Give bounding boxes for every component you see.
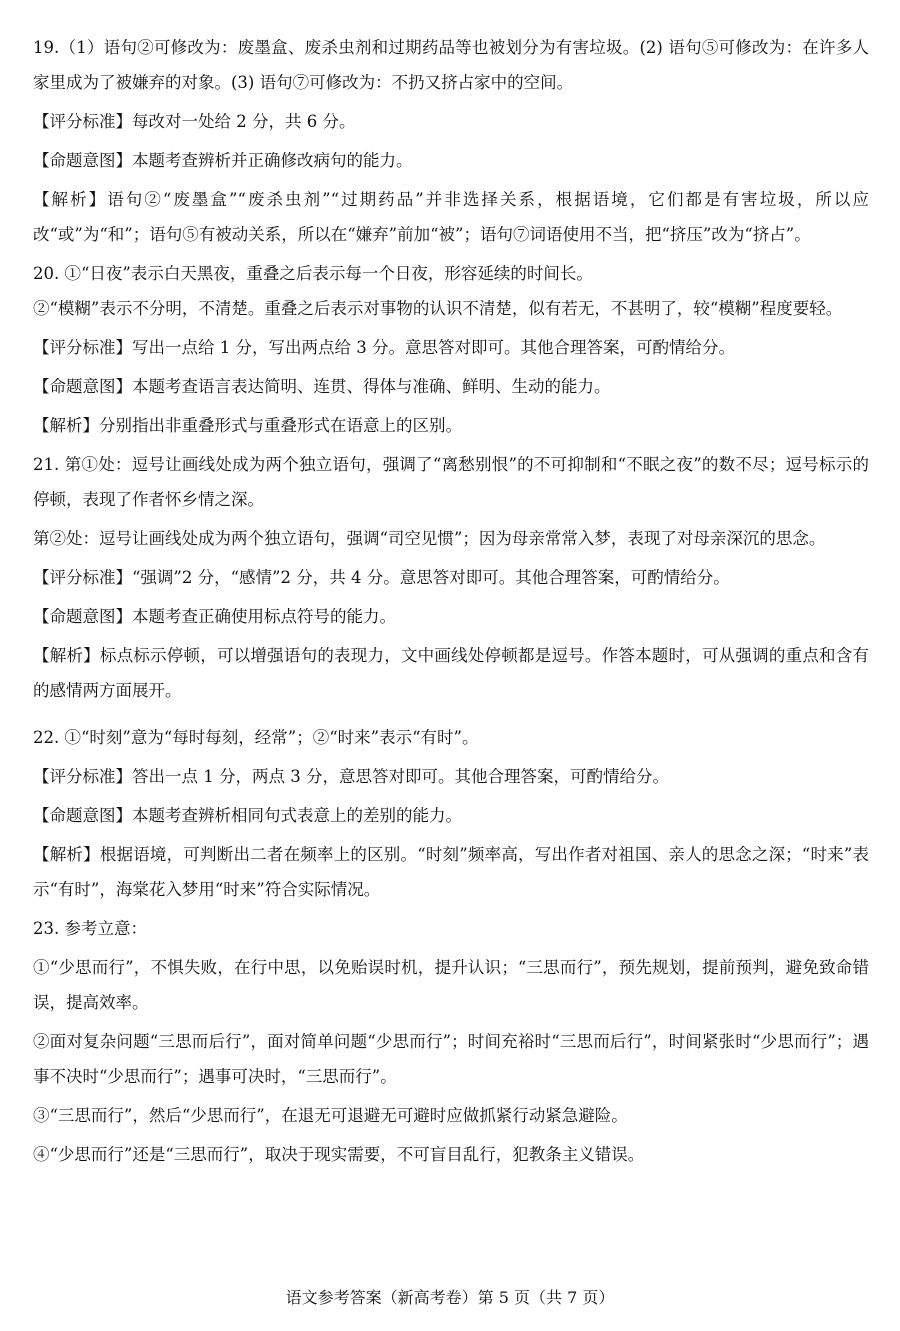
answer-page [33,30,869,1172]
q21-answer-2: 第②处：逗号让画线处成为两个独立语句，强调“司空见惯”；因为母亲常常入梦，表现了对母亲深沉的思念。 [33,529,826,548]
q19-scoring: 【评分标准】每改对一处给 2 分，共 6 分。 [33,112,356,131]
q19-answer: 19.（1）语句②可修改为：废墨盒、废杀虫剂和过期药品等也被划分为有害垃圾。(2) 语句⑤可修改为：在许多人家里成为了被嫌弃的对象。(3) 语句⑦可修改为：不扔又挤占家中的空间。 [33,38,869,92]
q22-scoring: 【评分标准】答出一点 1 分，两点 3 分，意思答对即可。其他合理答案，可酌情给分。 [33,767,669,786]
page-footer: 语文参考答案（新高考卷）第 5 页（共 7 页） [285,1288,615,1307]
q23-point-2: ②面对复杂问题“三思而后行”，面对简单问题“少思而行”；时间充裕时“三思而后行”，时间紧张时“少思而行”；遇事不决时“少思而行”；遇事可决时，“三思而行”。 [33,1032,869,1086]
q20-analysis: 【解析】分别指出非重叠形式与重叠形式在语意上的区别。 [33,416,462,435]
q22-intent: 【命题意图】本题考查辨析相同句式表意上的差别的能力。 [33,806,462,825]
q23-point-4: ④“少思而行”还是“三思而行”，取决于现实需要，不可盲目乱行，犯教条主义错误。 [33,1145,645,1164]
q22-analysis: 【解析】根据语境，可判断出二者在频率上的区别。“时刻”频率高，写出作者对祖国、亲人的思念之深；“时来”表示“有时”，海棠花入梦用“时来”符合实际情况。 [33,845,869,899]
q22-answer: 22. ①“时刻”意为“每时每刻，经常”；②“时来”表示“有时”。 [33,728,479,747]
q23-point-3: ③“三思而行”，然后“少思而行”，在退无可退避无可避时应做抓紧行动紧急避险。 [33,1106,628,1125]
q19-analysis: 【解析】语句②“废墨盒”“废杀虫剂”“过期药品”并非选择关系，根据语境，它们都是有害垃圾，所以应改“或”为“和”；语句⑤有被动关系，所以在“嫌弃”前加“被”；语句⑦词语使用不当，把“挤压”改为“挤占”。 [33,190,869,244]
q21-analysis: 【解析】标点标示停顿，可以增强语句的表现力，文中画线处停顿都是逗号。作答本题时，可从强调的重点和含有的感情两方面展开。 [33,646,869,700]
q21-scoring: 【评分标准】“强调”2 分，“感情”2 分，共 4 分。意思答对即可。其他合理答案，可酌情给分。 [33,568,730,587]
q23-heading: 23. 参考立意： [33,919,147,938]
q20-answer-1: 20. ①“日夜”表示白天黑夜，重叠之后表示每一个日夜，形容延续的时间长。 [33,264,593,283]
q20-scoring: 【评分标准】写出一点给 1 分，写出两点给 3 分。意思答对即可。其他合理答案，可酌情给分。 [33,338,735,357]
q21-answer-1: 21. 第①处：逗号让画线处成为两个独立语句，强调了“离愁别恨”的不可抑制和“不眠之夜”的数不尽；逗号标示的停顿，表现了作者怀乡情之深。 [33,455,869,509]
q19-intent: 【命题意图】本题考查辨析并正确修改病句的能力。 [33,151,413,170]
q20-answer-2: ②“模糊”表示不分明，不清楚。重叠之后表示对事物的认识不清楚，似有若无，不甚明了，较“模糊”程度要轻。 [33,299,843,318]
q20-intent: 【命题意图】本题考查语言表达简明、连贯、得体与准确、鲜明、生动的能力。 [33,377,611,396]
q21-intent: 【命题意图】本题考查正确使用标点符号的能力。 [33,607,396,626]
q23-point-1: ①“少思而行”，不惧失败，在行中思，以免贻误时机，提升认识；“三思而行”，预先规划，提前预判，避免致命错误，提高效率。 [33,958,869,1012]
